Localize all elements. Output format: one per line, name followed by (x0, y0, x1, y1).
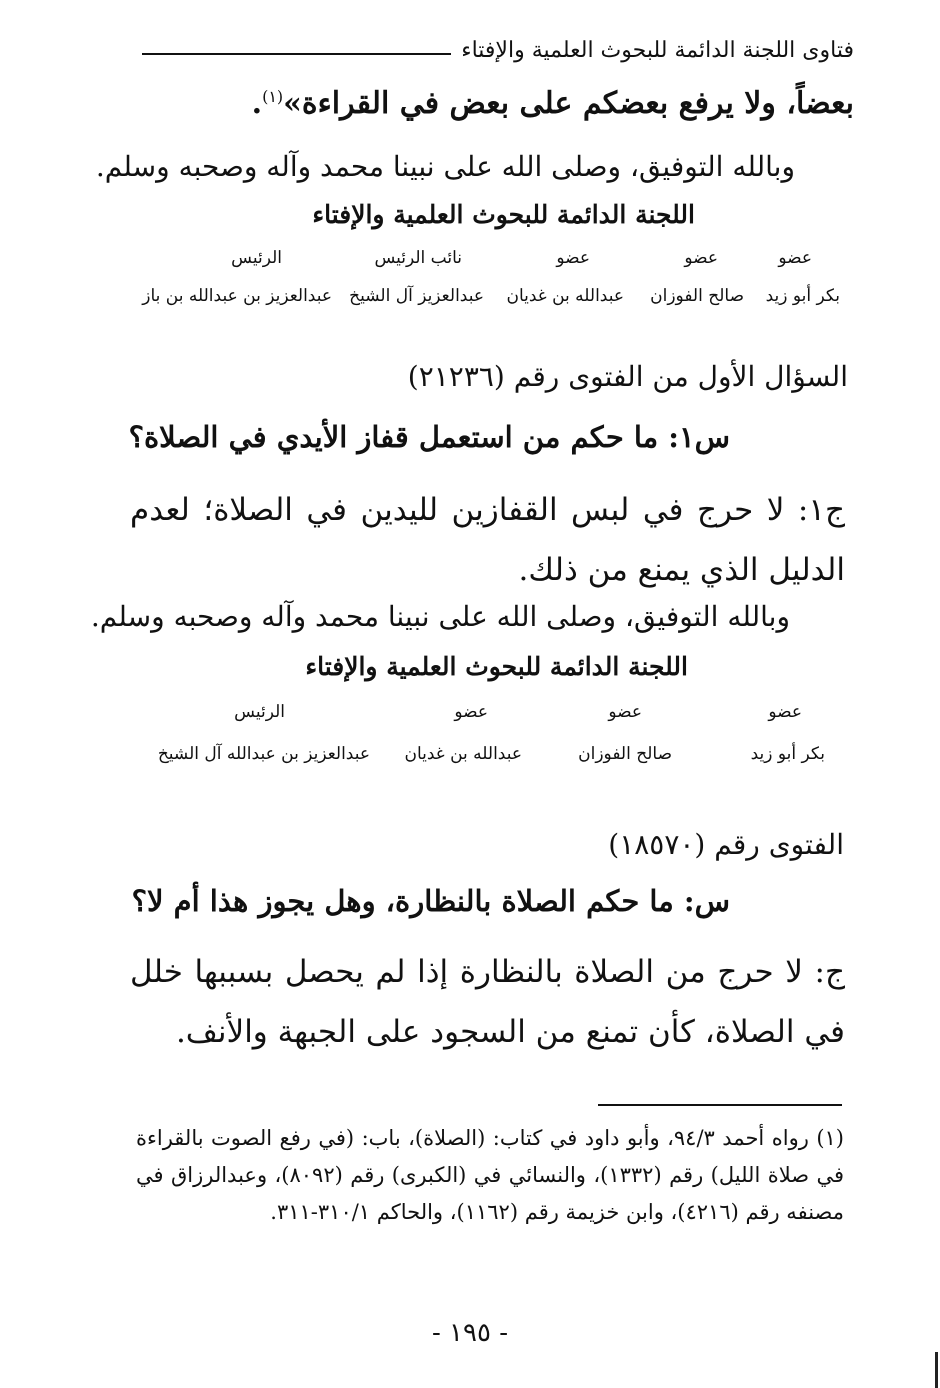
prev-closing: وبالله التوفيق، وصلى الله على نبينا محمد وآله وصحبه وسلم. (95, 150, 795, 183)
prev-sig-role-2: عضو (684, 248, 718, 268)
fatwa-21236-heading: السؤال الأول من الفتوى رقم (٢١٢٣٦) (407, 360, 848, 393)
fatwa-18570-answer: ج: لا حرج من الصلاة بالنظارة إذا لم يحصل بسببها خلل في الصلاة، كأن تمنع من السجود على الجبهة والأنف. (130, 954, 845, 1050)
prev-sig-name-3: عبدالله بن غديان (506, 286, 624, 306)
prev-sig-role-1: عضو (778, 248, 812, 268)
page-edge-mark (935, 1352, 938, 1388)
footnote: (١) رواه أحمد ٩٤/٣، وأبو داود في كتاب: (الصلاة)، باب: (في رفع الصوت بالقراءة في صلاة الليل) رقم (١٣٣٢)، والنسائي في (الكبرى) رقم (٨٠٩٢)، وعبدالرزاق في مصنفه رقم (٤٢١٦)، وابن خزيمة رقم (١١٦٢)، والحاكم ٣١٠/١-٣١١. (136, 1126, 845, 1224)
running-header (142, 38, 854, 63)
header-rule (142, 53, 451, 55)
page-number: - ١٩٥ - (431, 1318, 509, 1348)
running-title: فتاوى اللجنة الدائمة للبحوث العلمية والإفتاء (461, 38, 854, 63)
prev-sig-name-1: بكر أبو زيد (765, 286, 840, 306)
fatwa-21236-answer: ج١: لا حرج في لبس القفازين لليدين في الصلاة؛ لعدم الدليل الذي يمنع من ذلك. (130, 492, 845, 588)
sig-name-3: عبدالله بن غديان (404, 744, 522, 764)
sig-name-1: بكر أبو زيد (750, 744, 825, 764)
prev-sig-name-5: عبدالعزيز بن عبدالله بن باز (142, 286, 332, 306)
sig-name-2: صالح الفوزان (578, 744, 672, 764)
sig-role-1: عضو (768, 702, 802, 722)
prev-sig-name-4: عبدالعزيز آل الشيخ (349, 286, 484, 306)
sig-role-2: عضو (608, 702, 642, 722)
footnote-rule (598, 1104, 842, 1106)
fatwa-21236-committee: اللجنة الدائمة للبحوث العلمية والإفتاء (305, 652, 688, 681)
fatwa-21236-question: س١: ما حكم من استعمل قفاز الأيدي في الصلاة؟ (128, 420, 730, 454)
prev-sig-role-3: عضو (556, 248, 590, 268)
fatwa-18570-heading: الفتوى رقم (١٨٥٧٠) (608, 828, 844, 861)
prev-fatwa-ending: بعضاً، ولا يرفع بعضكم على بعض في القراءة»$^{(١)}$. (251, 86, 854, 121)
prev-sig-name-2: صالح الفوزان (650, 286, 744, 306)
prev-committee: اللجنة الدائمة للبحوث العلمية والإفتاء (312, 200, 695, 229)
fatwa-21236-closing: وبالله التوفيق، وصلى الله على نبينا محمد وآله وصحبه وسلم. (90, 600, 790, 633)
footnote-ref: (١) (262, 87, 284, 106)
fatwa-18570-question: س: ما حكم الصلاة بالنظارة، وهل يجوز هذا أم لا؟ (131, 884, 730, 918)
prev-sig-role-5: الرئيس (231, 248, 282, 268)
prev-sig-role-4: نائب الرئيس (374, 248, 462, 268)
sig-role-4: الرئيس (234, 702, 285, 722)
sig-name-4: عبدالعزيز بن عبدالله آل الشيخ (157, 744, 370, 764)
prev-fatwa-ending-text: بعضاً، ولا يرفع بعضكم على بعض في القراءة» (283, 86, 854, 121)
sig-role-3: عضو (454, 702, 488, 722)
